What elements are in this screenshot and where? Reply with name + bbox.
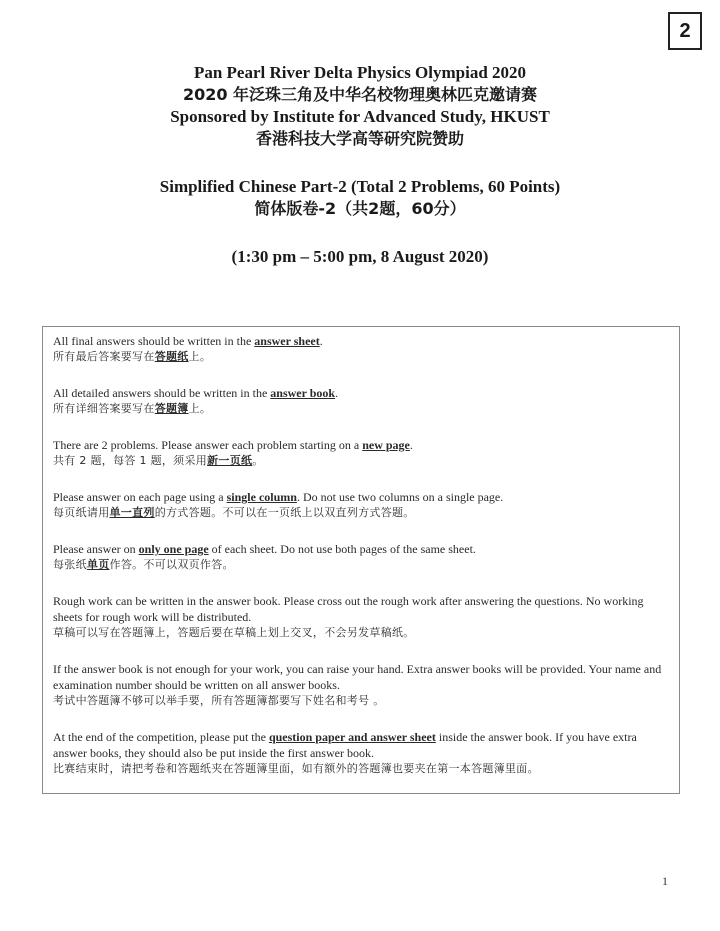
instruction-english: If the answer book is not enough for your work, you can raise your hand. Extra answer books will be provided. Your name and examination number should be written on all answer books. (53, 662, 662, 692)
instruction-chinese: 草稿可以写在答题簿上，答题后要在草稿上划上交叉，不会另发草稿纸。 (53, 626, 415, 639)
page-number-box: 2 (668, 12, 702, 50)
instruction-english: There are 2 problems. Please answer each problem starting on a new page. (53, 438, 413, 452)
instruction-item (53, 541, 669, 573)
instruction-item (53, 437, 669, 469)
instruction-english: All detailed answers should be written in the answer book. (53, 386, 339, 400)
footer-page-number: 1 (662, 874, 668, 888)
title-chinese: 2020 年泛珠三角及中华名校物理奥林匹克邀请赛 (182, 85, 538, 104)
document-header (0, 62, 720, 268)
instruction-english: At the end of the competition, please put the question paper and answer sheet inside the answer book. If you have extra answer books, they should also be put inside the first answer book. (53, 730, 637, 760)
sponsor-chinese: 香港科技大学高等研究院赞助 (255, 129, 464, 148)
instruction-chinese: 比赛结束时，请把考卷和答题纸夹在答题簿里面，如有额外的答题簿也要夹在第一本答题簿里面。 (53, 762, 539, 775)
instruction-chinese: 每张纸单页作答。不可以双页作答。 (53, 558, 234, 571)
instruction-item (53, 489, 669, 521)
sponsor-english: Sponsored by Institute for Advanced Study, HKUST (170, 107, 550, 126)
instruction-chinese: 共有 2 题，每答 1 题，须采用新一页纸。 (53, 454, 264, 467)
instruction-item (53, 661, 669, 709)
instruction-chinese: 每页纸请用单一直列的方式答题。不可以在一页纸上以双直列方式答题。 (53, 506, 415, 519)
instruction-english: Please answer on only one page of each sheet. Do not use both pages of the same sheet. (53, 542, 476, 556)
instruction-item (53, 593, 669, 641)
part-english: Simplified Chinese Part-2 (Total 2 Problems, 60 Points) (159, 177, 561, 196)
instruction-english: Rough work can be written in the answer book. Please cross out the rough work after answering the questions. No working sheets for rough work will be distributed. (53, 594, 644, 624)
instruction-chinese: 所有详细答案要写在答题簿上。 (53, 402, 212, 415)
instruction-english: All final answers should be written in the answer sheet. (53, 334, 323, 348)
instruction-item (53, 333, 669, 365)
title-english: Pan Pearl River Delta Physics Olympiad 2020 (193, 63, 527, 82)
instruction-chinese: 考试中答题簿不够可以举手要，所有答题簿都要写下姓名和考号 。 (53, 694, 385, 707)
exam-time: (1:30 pm – 5:00 pm, 8 August 2020) (231, 247, 489, 266)
instruction-item (53, 385, 669, 417)
instruction-item (53, 729, 669, 777)
instructions-box (42, 326, 680, 794)
instruction-chinese: 所有最后答案要写在答题纸上。 (53, 350, 212, 363)
instruction-english: Please answer on each page using a single column. Do not use two columns on a single page. (53, 490, 504, 504)
part-chinese: 简体版卷-2（共2题，60分） (254, 199, 466, 218)
